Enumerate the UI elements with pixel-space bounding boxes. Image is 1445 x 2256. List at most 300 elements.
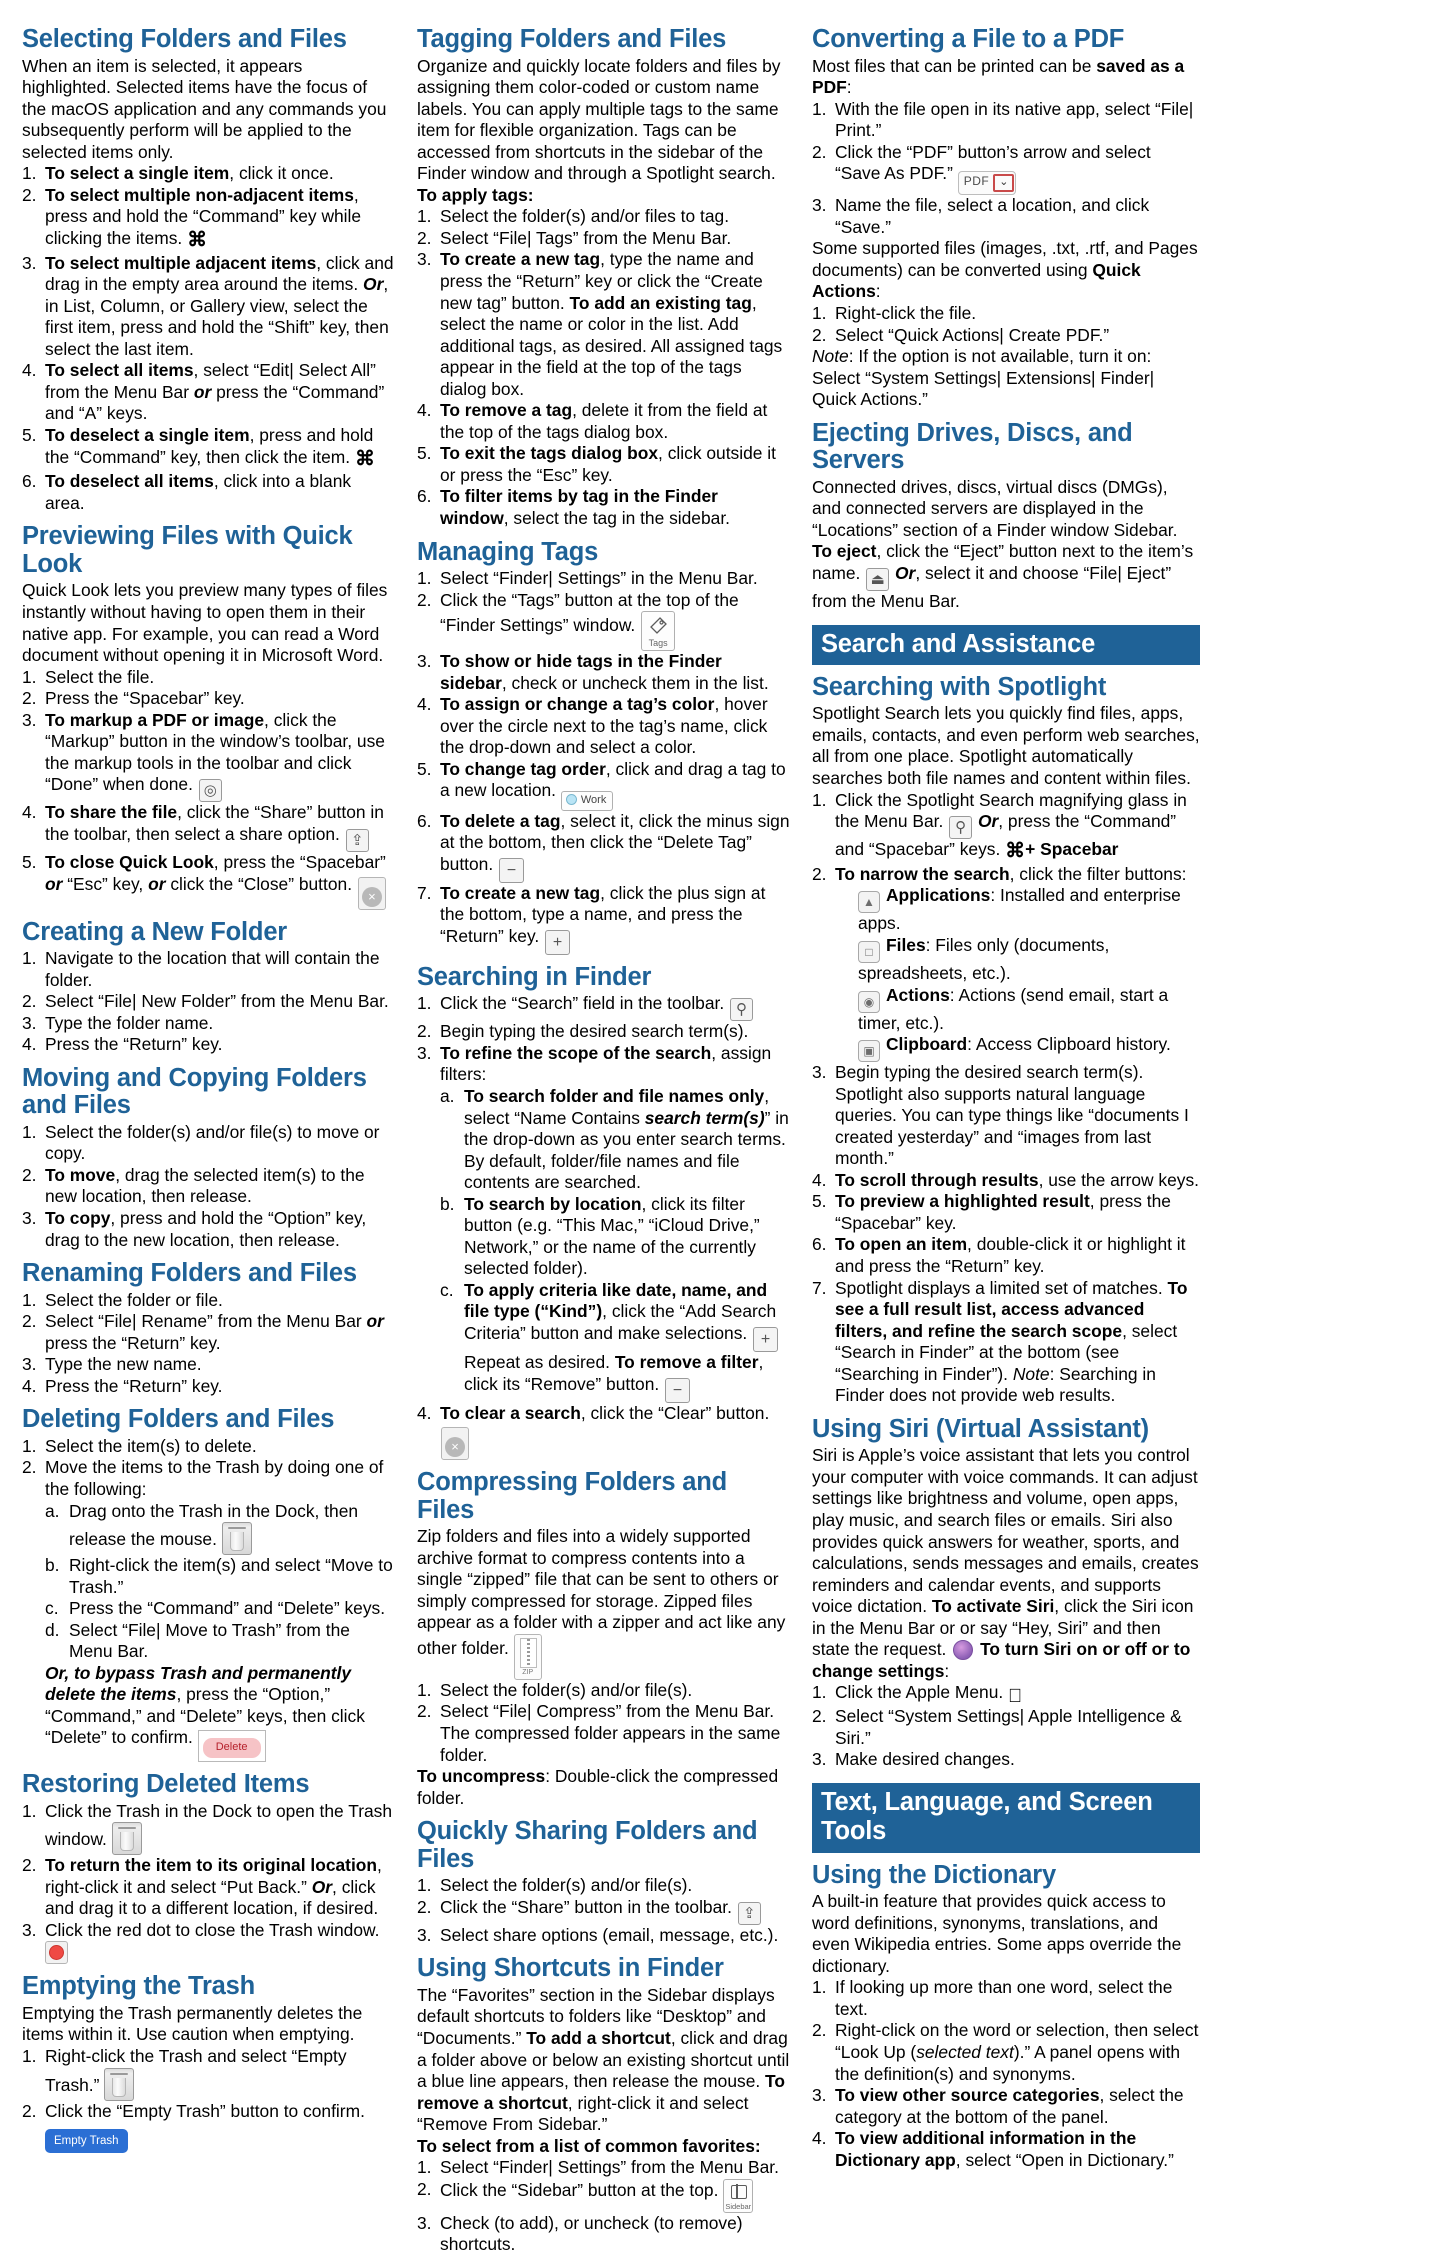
step-bold: To view other source categories xyxy=(835,2082,1100,2103)
close-window-red-dot-icon[interactable] xyxy=(45,1941,68,1964)
shortcuts-intro xyxy=(417,1985,790,2136)
step-text: Press the “Return” key. xyxy=(45,1375,223,1396)
list-item xyxy=(812,2082,1200,2128)
step-text: Type the new name. xyxy=(45,1354,202,1375)
spotlight-steps xyxy=(812,790,1200,1407)
clipboard-icon[interactable]: ▣ xyxy=(858,1040,880,1062)
list-item xyxy=(417,249,790,400)
list-item xyxy=(812,1746,1200,1771)
step-number: 1. xyxy=(22,948,37,969)
step-number: 2. xyxy=(417,1701,432,1722)
substep-bold: To remove a filter xyxy=(614,1352,759,1373)
ejecting-text: , click the “Eject” button next to the item’s name. xyxy=(812,541,1194,583)
dictionary-steps xyxy=(812,1974,1200,2171)
section-heading-moving-and-copying: Moving and Copying Folders and Files xyxy=(22,1063,367,1120)
step-bold: To return the item to its original location xyxy=(45,1855,378,1876)
section-heading-ejecting: Ejecting Drives, Discs, and Servers xyxy=(812,418,1133,475)
step-text: Click the Apple Menu. xyxy=(835,1682,1004,1703)
selecting-steps xyxy=(22,163,395,514)
list-item xyxy=(22,1436,395,1458)
step-bold: To select multiple adjacent items xyxy=(45,252,317,273)
substep-text: , click its filter button (e.g. “This Mac,” “iCloud Drive,” Network,” or the name of the currently selected folder). xyxy=(464,1193,760,1279)
substep-text: , click its “Remove” button. xyxy=(464,1352,764,1394)
ejecting-text: , select it and choose “File| Eject” from the Menu Bar. xyxy=(812,562,1172,611)
siri-settings-label: To turn Siri on or off or to change settings xyxy=(812,1639,1191,1681)
add-search-criteria-icon[interactable]: + xyxy=(753,1327,778,1352)
step-text: , select “Open in Dictionary.” xyxy=(955,2147,1174,2168)
step-text: , in List, Column, or Gallery view, select the first item, press and hold the “Shift” key, then select the last item. xyxy=(45,274,389,359)
step-number: 1. xyxy=(22,163,37,184)
emptying-steps xyxy=(22,2046,395,2153)
list-item xyxy=(812,1703,1200,1749)
step-number: 4. xyxy=(22,360,37,381)
step-number: 2. xyxy=(417,589,432,610)
list-item xyxy=(440,1194,790,1280)
step-text: Click the Spotlight Search magnifying glass in the Menu Bar. xyxy=(835,789,1187,832)
share-icon[interactable]: ⇪ xyxy=(738,1902,761,1925)
delete-confirm-button[interactable] xyxy=(198,1730,266,1762)
step-text: , click the filter buttons: xyxy=(1009,863,1187,884)
deleting-steps xyxy=(22,1436,395,1762)
step-bold: To scroll through results xyxy=(835,1169,1039,1190)
step-text: , assign filters: xyxy=(440,1042,772,1085)
step-number: 4. xyxy=(417,400,432,421)
pdf-dropdown-button[interactable] xyxy=(958,171,1017,195)
step-text: Select the folder or file. xyxy=(45,1289,223,1310)
search-icon[interactable]: ⚲ xyxy=(730,998,753,1021)
step-number: 3. xyxy=(417,249,432,270)
step-text: click the “Close” button. xyxy=(165,873,353,894)
sidebar-button-icon[interactable] xyxy=(723,2179,753,2213)
list-item xyxy=(812,1062,1200,1170)
step-number: 1. xyxy=(812,1974,827,1995)
step-number: 3. xyxy=(812,195,827,216)
step-text: , drag the selected item(s) to the new location, then release. xyxy=(45,1164,365,1207)
substep-text: ” in the drop-down as you enter search terms. By default, folder/file names and file contents are searched. xyxy=(464,1107,789,1193)
managing-tags-steps xyxy=(417,568,790,955)
list-item xyxy=(417,443,790,486)
applications-icon[interactable]: ▲ xyxy=(858,891,880,913)
list-item xyxy=(22,802,395,852)
step-number: 5. xyxy=(417,758,432,779)
substep-emphasis: search term(s) xyxy=(644,1107,765,1128)
step-number: 6. xyxy=(812,1234,827,1255)
step-text: , select the name or color in the list. Add additional tags, as desired. All assigned tags appear in the field at the top of the tags dialog box. xyxy=(440,292,783,399)
step-number: 3. xyxy=(417,1042,432,1063)
quick-actions-note xyxy=(812,346,1200,411)
substep-number: c. xyxy=(45,1598,59,1619)
step-emphasis: Or xyxy=(311,1876,333,1897)
step-text: Select the file. xyxy=(45,666,155,687)
step-number: 2. xyxy=(22,688,37,709)
clear-search-icon[interactable]: × xyxy=(441,1427,469,1460)
dictionary-intro: A built-in feature that provides quick access to word definitions, synonyms, translations, and even Wikipedia entries. Some apps override the dictionary. xyxy=(812,1888,1182,1974)
step-number: 3. xyxy=(812,2082,827,2103)
step-number: 4. xyxy=(812,1169,827,1190)
zip-chip-label: ZIP xyxy=(522,1669,534,1677)
remove-filter-icon[interactable]: − xyxy=(665,1378,690,1403)
list-item xyxy=(22,710,395,803)
list-item xyxy=(22,1165,395,1208)
bypass-trash-text: , press the “Option,” “Command,” and “Delete” keys, then click “Delete” to confirm. xyxy=(45,1684,365,1748)
command-key-icon: ⌘ xyxy=(187,228,208,251)
step-number: 1. xyxy=(22,1800,37,1821)
step-number: 2. xyxy=(417,1896,432,1917)
step-number: 3. xyxy=(22,1354,37,1375)
files-icon[interactable]: □ xyxy=(858,941,880,963)
saved-as-pdf-label: saved as a PDF xyxy=(812,55,1185,98)
uncompress-note xyxy=(417,1766,790,1809)
list-item xyxy=(22,1208,395,1251)
step-bold: To see a full result list, access advanced filters, and refine the search scope xyxy=(835,1277,1188,1341)
list-item xyxy=(417,1043,790,1403)
siri-intro xyxy=(812,1445,1200,1682)
column-middle xyxy=(417,25,802,2255)
step-text: , click and drag in the empty area around the items. xyxy=(45,252,394,295)
favorites-steps xyxy=(417,2157,790,2256)
step-bold: To preview a highlighted result xyxy=(835,1191,1090,1212)
list-item xyxy=(812,1170,1200,1192)
step-emphasis: Or xyxy=(363,274,384,295)
siri-intro-text: : xyxy=(944,1660,950,1681)
step-bold: To narrow the search xyxy=(835,863,1010,884)
searching-finder-steps xyxy=(417,993,790,1460)
trash-icon[interactable] xyxy=(222,1522,252,1555)
minus-button-icon[interactable]: − xyxy=(499,858,524,883)
step-number: 2. xyxy=(812,141,827,162)
section-heading-using-the-dictionary: Using the Dictionary xyxy=(812,1858,1056,1887)
step-text: Select the item(s) to delete. xyxy=(45,1435,257,1456)
list-item xyxy=(45,1501,395,1556)
step-number: 1. xyxy=(417,2157,432,2178)
step-text: Select “Finder| Settings” from the Menu Bar. xyxy=(440,2157,779,2178)
sidebar-chip-label: Sidebar xyxy=(725,2201,752,2211)
section-heading-previewing-files-with-quick-look: Previewing Files with Quick Look xyxy=(22,522,353,578)
converting-intro-text: Most files that can be printed can be xyxy=(812,55,1097,76)
step-number: 3. xyxy=(417,651,432,672)
step-text: , press and hold the “Command” key, then click the item. xyxy=(45,425,374,467)
spotlight-intro: Spotlight Search lets you quickly find files, apps, emails, contacts, and even perform web searches, all from one place. Spotlight automatically searches both file names and content within files. xyxy=(812,703,1200,789)
step-text: , check or uncheck them in the list. xyxy=(501,672,769,693)
spotlight-filters xyxy=(835,885,1200,1062)
shortcuts-intro-text: The “Favorites” section in the Sidebar displays default shortcuts to folders like “Desktop” and “Documents.” xyxy=(417,1984,775,2048)
step-text: , click the “Markup” button in the window’s toolbar, use the markup tools in the toolbar and click “Done” when done. xyxy=(45,709,385,795)
siri-intro-text: Siri is Apple’s voice assistant that lets you control your computer with voice commands. It can adjust settings like brightness and volume, open apps, play music, and search files or emails. Siri also provides quick answers for weather, sports, and calculations, sends messages and emails, creates reminders and calendar events, and supports voice dictation. xyxy=(812,1445,1199,1617)
renaming-steps xyxy=(22,1290,395,1398)
substep-text: , select “Name Contains xyxy=(464,1086,770,1128)
list-item xyxy=(812,2125,1200,2171)
compressing-intro-text: Zip folders and files into a widely supported archive format to compress contents into a single “zipped” file that can be sent to others or simply compressed for storage. Zipped files appear as a folder with a zipper and act like any other folder. xyxy=(417,1526,786,1658)
step-number: 2. xyxy=(22,1311,37,1332)
eject-icon[interactable]: ⏏ xyxy=(866,568,889,591)
step-emphasis: or xyxy=(193,381,212,402)
step-number: 3. xyxy=(22,1208,37,1229)
section-heading-searching-in-finder: Searching in Finder xyxy=(417,962,652,991)
section-heading-managing-tags: Managing Tags xyxy=(417,537,599,566)
list-item xyxy=(812,864,1200,1062)
substep-text: Press the “Command” and “Delete” keys. xyxy=(69,1598,386,1619)
list-item xyxy=(812,1278,1200,1407)
step-bold: To view additional information in the Dictionary app xyxy=(835,2125,1137,2168)
list-item xyxy=(22,163,395,185)
step-text: Name the file, select a location, and click “Save.” xyxy=(835,195,1150,237)
pdf-button-label: PDF xyxy=(963,174,990,189)
list-item xyxy=(22,667,395,689)
step-text: Right-click the file. xyxy=(835,303,977,323)
moving-copying-steps xyxy=(22,1122,395,1251)
list-item xyxy=(417,486,790,529)
ejecting-intro xyxy=(812,477,1200,613)
converting-intro xyxy=(812,56,1200,99)
list-item xyxy=(417,1701,790,1766)
empty-trash-button-label: Empty Trash xyxy=(54,2135,119,2148)
step-text: Move the items to the Trash by doing one of the following: xyxy=(45,1457,384,1499)
step-bold: To change tag order xyxy=(440,758,606,779)
section-heading-deleting: Deleting Folders and Files xyxy=(22,1405,335,1434)
step-number: 3. xyxy=(22,252,37,273)
step-text: Make desired changes. xyxy=(835,1746,1015,1767)
step-number: 1. xyxy=(22,1289,37,1310)
list-item xyxy=(45,1555,395,1598)
step-text: , select the tag in the sidebar. xyxy=(503,508,730,529)
step-number: 3. xyxy=(812,1746,827,1767)
list-item xyxy=(417,400,790,443)
step-number: 6. xyxy=(417,486,432,507)
plus-button-icon[interactable]: + xyxy=(545,930,570,955)
step-text: Click the “Sidebar” button at the top. xyxy=(440,2179,719,2200)
step-text: , delete it from the field at the top of the tags dialog box. xyxy=(440,400,768,442)
supported-files-text: : xyxy=(875,281,881,302)
step-bold: To open an item xyxy=(835,1234,968,1255)
step-number: 6. xyxy=(22,471,37,492)
step-number: 1. xyxy=(22,2045,37,2066)
step-number: 2. xyxy=(22,184,37,205)
trash-icon[interactable] xyxy=(104,2068,134,2101)
step-number: 1. xyxy=(812,303,827,323)
markup-icon[interactable]: ◎ xyxy=(199,779,222,802)
step-number: 2. xyxy=(812,324,827,345)
step-number: 1. xyxy=(417,1679,432,1700)
spotlight-shortcut-label: + Spacebar xyxy=(1025,839,1119,860)
step-text: Select the folder(s) and/or files to tag. xyxy=(440,206,730,227)
to-eject-label: To eject xyxy=(812,541,877,562)
search-filter-substeps xyxy=(440,1086,790,1403)
step-bold: To create a new tag xyxy=(440,882,601,903)
list-item xyxy=(45,1620,395,1663)
section-heading-restoring-deleted-items: Restoring Deleted Items xyxy=(22,1770,310,1799)
chevron-down-icon[interactable]: ⌄ xyxy=(993,174,1014,192)
list-item xyxy=(22,2046,395,2101)
step-text: Select the folder(s) and/or file(s). xyxy=(440,1875,693,1896)
actions-icon[interactable]: ◉ xyxy=(858,991,880,1013)
command-key-icon: ⌘ xyxy=(1005,840,1026,863)
list-item xyxy=(22,688,395,710)
step-number: 1. xyxy=(22,666,37,687)
step-text: Select “Finder| Settings” in the Menu Bar. xyxy=(440,568,758,589)
note-text: : Searching in Finder does not provide web results. xyxy=(835,1363,1156,1406)
step-text: Select share options (email, message, etc.). xyxy=(440,1924,779,1945)
filter-text: : Installed and enterprise apps. xyxy=(858,885,1181,934)
tag-color-swatch[interactable] xyxy=(561,791,613,810)
step-text: , hover over the circle next to the tag’s name, click the drop-down and select a color. xyxy=(440,694,768,758)
step-bold: To remove a tag xyxy=(440,400,573,421)
supported-files-text: Some supported files (images, .txt, .rtf, and Pages documents) can be converted using xyxy=(812,238,1198,280)
apply-tags-label: To apply tags: xyxy=(417,184,534,205)
siri-icon[interactable] xyxy=(953,1640,973,1660)
step-bold: To move xyxy=(45,1164,116,1185)
step-text: , click it once. xyxy=(229,163,334,184)
quick-actions-intro xyxy=(812,238,1200,303)
step-text: Select “File| Compress” from the Menu Bar. The compressed folder appears in the same folder. xyxy=(440,1701,781,1765)
list-item xyxy=(22,1376,395,1398)
filter-text: : Access Clipboard history. xyxy=(967,1034,1171,1055)
list-item xyxy=(22,948,395,991)
step-number: 3. xyxy=(417,1924,432,1945)
sharing-steps xyxy=(417,1875,790,1946)
step-number: 4. xyxy=(22,1375,37,1396)
step-number: 7. xyxy=(417,882,432,903)
list-item xyxy=(417,1680,790,1702)
step-emphasis: or xyxy=(366,1311,384,1332)
section-heading-tagging: Tagging Folders and Files xyxy=(417,25,727,53)
list-item xyxy=(22,852,395,910)
step-number: 3. xyxy=(22,709,37,730)
list-item xyxy=(22,1855,395,1920)
list-item xyxy=(812,1234,1200,1277)
step-text: , select “Search in Finder” at the bottom (see “Searching in Finder”). xyxy=(835,1320,1178,1384)
section-heading-selecting-folders-and-files: Selecting Folders and Files xyxy=(22,25,347,53)
step-text: press the “Command” and “A” keys. xyxy=(45,381,385,424)
step-number: 7. xyxy=(812,1277,827,1298)
section-heading-using-siri: Using Siri (Virtual Assistant) xyxy=(812,1414,1149,1443)
step-text: Press the “Spacebar” key. xyxy=(45,688,245,709)
filter-row xyxy=(858,1034,1200,1062)
list-item xyxy=(417,2213,790,2256)
step-number: 2. xyxy=(812,863,827,884)
step-number: 5. xyxy=(812,1191,827,1212)
step-text: Click the “Search” field in the toolbar. xyxy=(440,993,725,1014)
list-item xyxy=(812,790,1200,864)
step-emphasis: or xyxy=(45,873,63,894)
list-item xyxy=(22,1034,395,1056)
list-item xyxy=(417,811,790,883)
step-bold: To create a new tag xyxy=(440,249,601,270)
step-text: , press the “Command” and “Spacebar” keys. xyxy=(835,811,1177,860)
step-number: 2. xyxy=(417,2178,432,2199)
step-text: Click the “Empty Trash” button to confirm. xyxy=(45,2100,365,2121)
list-item xyxy=(22,1290,395,1312)
substep-number: a. xyxy=(45,1500,60,1521)
restoring-steps xyxy=(22,1801,395,1965)
list-item xyxy=(22,1457,395,1762)
step-text: , press and hold the “Command” key while clicking the items. xyxy=(45,184,362,248)
step-number: 1. xyxy=(22,1435,37,1456)
list-item xyxy=(417,568,790,590)
band-heading-search-and-assistance: Search and Assistance xyxy=(812,625,1200,665)
share-icon[interactable]: ⇪ xyxy=(346,829,369,852)
step-text: Click the red dot to close the Trash window. xyxy=(45,1919,380,1940)
list-item xyxy=(417,590,790,652)
close-button-icon[interactable]: × xyxy=(358,877,386,910)
shortcuts-intro-text: , click and drag a folder above or below an existing shortcut until a blue line appears, then release the mouse. xyxy=(417,2027,790,2092)
substep-text: Right-click the item(s) and select “Move to Trash.” xyxy=(69,1555,393,1597)
list-item xyxy=(22,185,395,253)
trash-icon[interactable] xyxy=(112,1822,142,1855)
step-number: 1. xyxy=(417,206,432,227)
step-text: , select the category at the bottom of the panel. xyxy=(835,2082,1184,2125)
step-number: 1. xyxy=(417,1875,432,1896)
step-number: 2. xyxy=(812,1703,827,1724)
uncompress-label: To uncompress xyxy=(417,1766,546,1787)
command-key-icon: ⌘ xyxy=(354,447,375,470)
note-label: Note xyxy=(812,346,849,367)
note-text: : If the option is not available, turn it on: Select “System Settings| Extensions| Finder| Quick Actions.” xyxy=(812,346,1155,410)
step-bold: To share the file xyxy=(45,802,178,823)
step-text: Navigate to the location that will contain the folder. xyxy=(45,948,380,990)
section-heading-searching-with-spotlight: Searching with Spotlight xyxy=(812,672,1107,701)
step-bold: To select multiple non-adjacent items xyxy=(45,184,354,205)
substep-number: a. xyxy=(440,1086,455,1107)
apple-logo-icon[interactable] xyxy=(1008,1687,1022,1706)
list-item xyxy=(417,1021,790,1043)
section-heading-compressing: Compressing Folders and Files xyxy=(417,1468,727,1524)
tagging-steps xyxy=(417,206,790,529)
step-text: Begin typing the desired search term(s). Spotlight also supports natural language queries. You can type things like “documents I created yesterday” and “images from last month.” xyxy=(835,1062,1189,1169)
step-text: , click the plus sign at the bottom, type a name, and press the “Return” key. xyxy=(440,882,766,946)
list-item xyxy=(812,303,1200,325)
list-item xyxy=(812,99,1200,142)
filter-label: Actions xyxy=(886,984,950,1005)
step-number: 4. xyxy=(22,802,37,823)
list-item xyxy=(417,206,790,228)
list-item xyxy=(440,1280,790,1403)
step-number: 4. xyxy=(22,1034,37,1055)
step-text: Select “File| Rename” from the Menu Bar xyxy=(45,1311,367,1332)
step-number: 6. xyxy=(417,810,432,831)
filter-text: : Actions (send email, start a timer, etc.). xyxy=(858,984,1169,1033)
step-text: , double-click it or highlight it and press the “Return” key. xyxy=(835,1234,1186,1276)
section-heading-renaming: Renaming Folders and Files xyxy=(22,1259,357,1288)
step-text: Select the folder(s) and/or file(s) to move or copy. xyxy=(45,1121,380,1164)
list-item xyxy=(22,1354,395,1376)
activate-siri-label: To activate Siri xyxy=(931,1596,1055,1617)
substep-text: Repeat as desired. xyxy=(464,1352,615,1373)
list-item xyxy=(417,1897,790,1925)
quicklook-intro: Quick Look lets you preview many types of files instantly without having to open them in their native app. For example, you can read a Word document without opening it in Microsoft Word. xyxy=(22,580,388,666)
spotlight-search-icon[interactable]: ⚲ xyxy=(949,816,972,839)
quick-actions-steps xyxy=(812,303,1200,346)
selecting-intro: When an item is selected, it appears highlighted. Selected items have the focus of the macOS application and any commands you subsequently perform will be applied to the selected items only. xyxy=(22,55,387,162)
substep-text: , click the “Add Search Criteria” button and make selections. xyxy=(464,1301,777,1344)
list-item xyxy=(417,1925,790,1947)
step-emphasis: or xyxy=(148,873,166,894)
step-number: 1. xyxy=(812,789,827,810)
step-number: 2. xyxy=(22,2100,37,2121)
step-text: , select “Edit| Select All” from the Menu Bar xyxy=(45,360,376,402)
column-right xyxy=(812,25,1212,2168)
empty-trash-button[interactable] xyxy=(45,2129,128,2153)
step-bold: To deselect all items xyxy=(45,471,214,492)
step-number: 3. xyxy=(812,1062,827,1083)
step-text: “Esc” key, xyxy=(62,873,149,894)
tags-button-icon[interactable] xyxy=(641,611,675,651)
substep-number: d. xyxy=(45,1619,60,1640)
filter-label: Applications xyxy=(886,885,991,906)
step-number: 3. xyxy=(22,1919,37,1940)
step-text: , press and hold the “Option” key, drag to the new location, then release. xyxy=(45,1208,367,1250)
substep-bold: To search folder and file names only xyxy=(464,1086,765,1107)
new-folder-steps xyxy=(22,948,395,1056)
